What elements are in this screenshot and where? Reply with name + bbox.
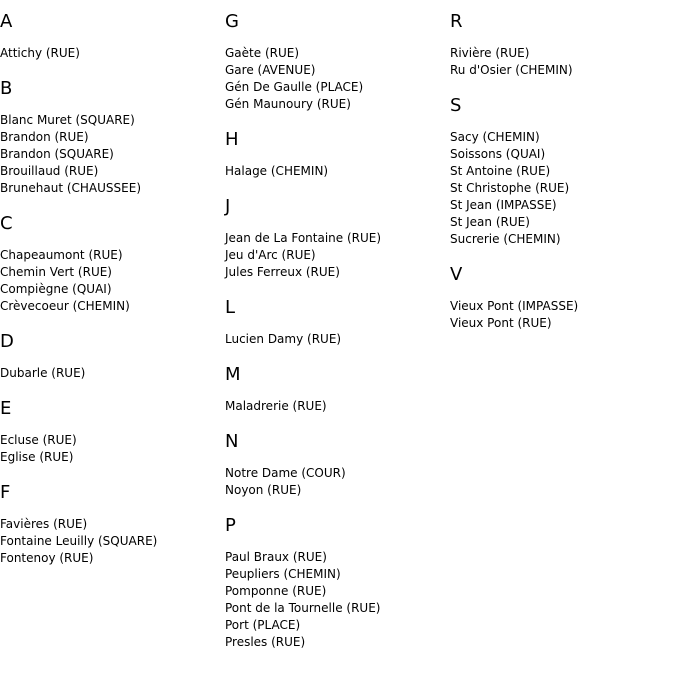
street-link[interactable]: Notre Dame (COUR) (225, 466, 346, 480)
letter-group (0, 397, 220, 466)
street-link[interactable]: Chapeaumont (RUE) (0, 248, 123, 262)
street-link[interactable]: Favières (RUE) (0, 517, 88, 531)
street-link[interactable]: Peupliers (CHEMIN) (225, 567, 341, 581)
letter-group (225, 128, 445, 180)
street-list (450, 45, 670, 79)
street-list (225, 163, 445, 180)
street-list (225, 45, 445, 113)
letter-group (225, 430, 445, 499)
letter-heading: D (0, 331, 14, 352)
letter-group (0, 330, 220, 382)
street-link[interactable]: Eglise (RUE) (0, 450, 74, 464)
letter-heading: B (0, 78, 13, 99)
street-link[interactable]: Paul Braux (RUE) (225, 550, 327, 564)
street-column-2 (225, 10, 445, 666)
street-link[interactable]: Ecluse (RUE) (0, 433, 77, 447)
letter-heading: V (450, 264, 463, 285)
street-link[interactable]: Brandon (RUE) (0, 130, 89, 144)
street-link[interactable]: St Antoine (RUE) (450, 164, 551, 178)
street-link[interactable]: Noyon (RUE) (225, 483, 302, 497)
street-link[interactable]: Chemin Vert (RUE) (0, 265, 112, 279)
street-list (0, 247, 220, 315)
street-column-3 (450, 10, 670, 347)
street-link[interactable]: Jean de La Fontaine (RUE) (225, 231, 382, 245)
letter-heading: P (225, 515, 236, 536)
letter-group (225, 10, 445, 113)
street-link[interactable]: Vieux Pont (IMPASSE) (450, 299, 579, 313)
street-link[interactable]: Sucrerie (CHEMIN) (450, 232, 561, 246)
letter-heading: G (225, 11, 239, 32)
letter-group (225, 296, 445, 348)
street-link[interactable]: Gén De Gaulle (PLACE) (225, 80, 364, 94)
street-link[interactable]: Jules Ferreux (RUE) (225, 265, 340, 279)
street-link[interactable]: Vieux Pont (RUE) (450, 316, 552, 330)
street-link[interactable]: Ru d'Osier (CHEMIN) (450, 63, 573, 77)
letter-group (0, 481, 220, 567)
street-list (225, 230, 445, 281)
street-link[interactable]: Maladrerie (RUE) (225, 399, 327, 413)
letter-group (225, 195, 445, 281)
letter-heading: F (0, 482, 11, 503)
letter-heading: N (225, 431, 239, 452)
street-link[interactable]: Dubarle (RUE) (0, 366, 86, 380)
street-link[interactable]: Fontaine Leuilly (SQUARE) (0, 534, 158, 548)
letter-heading: E (0, 398, 12, 419)
street-list (225, 331, 445, 348)
street-list (0, 112, 220, 197)
letter-group (225, 363, 445, 415)
letter-group (0, 77, 220, 197)
street-link[interactable]: Brunehaut (CHAUSSEE) (0, 181, 141, 195)
street-link[interactable]: St Christophe (RUE) (450, 181, 570, 195)
street-link[interactable]: St Jean (RUE) (450, 215, 530, 229)
street-link[interactable]: Presles (RUE) (225, 635, 306, 649)
letter-heading: H (225, 129, 239, 150)
street-link[interactable]: Pomponne (RUE) (225, 584, 327, 598)
street-link[interactable]: Gaète (RUE) (225, 46, 300, 60)
street-link[interactable]: Halage (CHEMIN) (225, 164, 329, 178)
street-link[interactable]: Gare (AVENUE) (225, 63, 316, 77)
street-column-1 (0, 10, 220, 582)
street-link[interactable]: Blanc Muret (SQUARE) (0, 113, 135, 127)
street-link[interactable]: Brandon (SQUARE) (0, 147, 114, 161)
letter-group (0, 10, 220, 62)
letter-heading: J (225, 196, 231, 217)
street-list (225, 398, 445, 415)
street-link[interactable]: Rivière (RUE) (450, 46, 530, 60)
street-link[interactable]: Port (PLACE) (225, 618, 301, 632)
letter-heading: M (225, 364, 241, 385)
street-link[interactable]: Attichy (RUE) (0, 46, 80, 60)
street-link[interactable]: Crèvecoeur (CHEMIN) (0, 299, 130, 313)
letter-group (0, 212, 220, 315)
letter-heading: S (450, 95, 462, 116)
street-list (0, 516, 220, 567)
street-link[interactable]: Brouillaud (RUE) (0, 164, 99, 178)
letter-heading: L (225, 297, 236, 318)
street-list (0, 432, 220, 466)
street-list (225, 465, 445, 499)
street-link[interactable]: Pont de la Tournelle (RUE) (225, 601, 381, 615)
street-link[interactable]: St Jean (IMPASSE) (450, 198, 557, 212)
letter-group (450, 263, 670, 332)
letter-group (450, 94, 670, 248)
street-link[interactable]: Gén Maunoury (RUE) (225, 97, 351, 111)
street-link[interactable]: Fontenoy (RUE) (0, 551, 94, 565)
street-list (450, 298, 670, 332)
street-link[interactable]: Lucien Damy (RUE) (225, 332, 342, 346)
street-list (450, 129, 670, 248)
street-link[interactable]: Jeu d'Arc (RUE) (225, 248, 316, 262)
letter-group (225, 514, 445, 651)
letter-heading: A (0, 11, 13, 32)
letter-heading: R (450, 11, 463, 32)
street-list (225, 549, 445, 651)
street-list (0, 365, 220, 382)
letter-group (450, 10, 670, 79)
letter-heading: C (0, 213, 13, 234)
street-link[interactable]: Sacy (CHEMIN) (450, 130, 540, 144)
street-link[interactable]: Soissons (QUAI) (450, 147, 546, 161)
street-link[interactable]: Compiègne (QUAI) (0, 282, 112, 296)
street-list (0, 45, 220, 62)
